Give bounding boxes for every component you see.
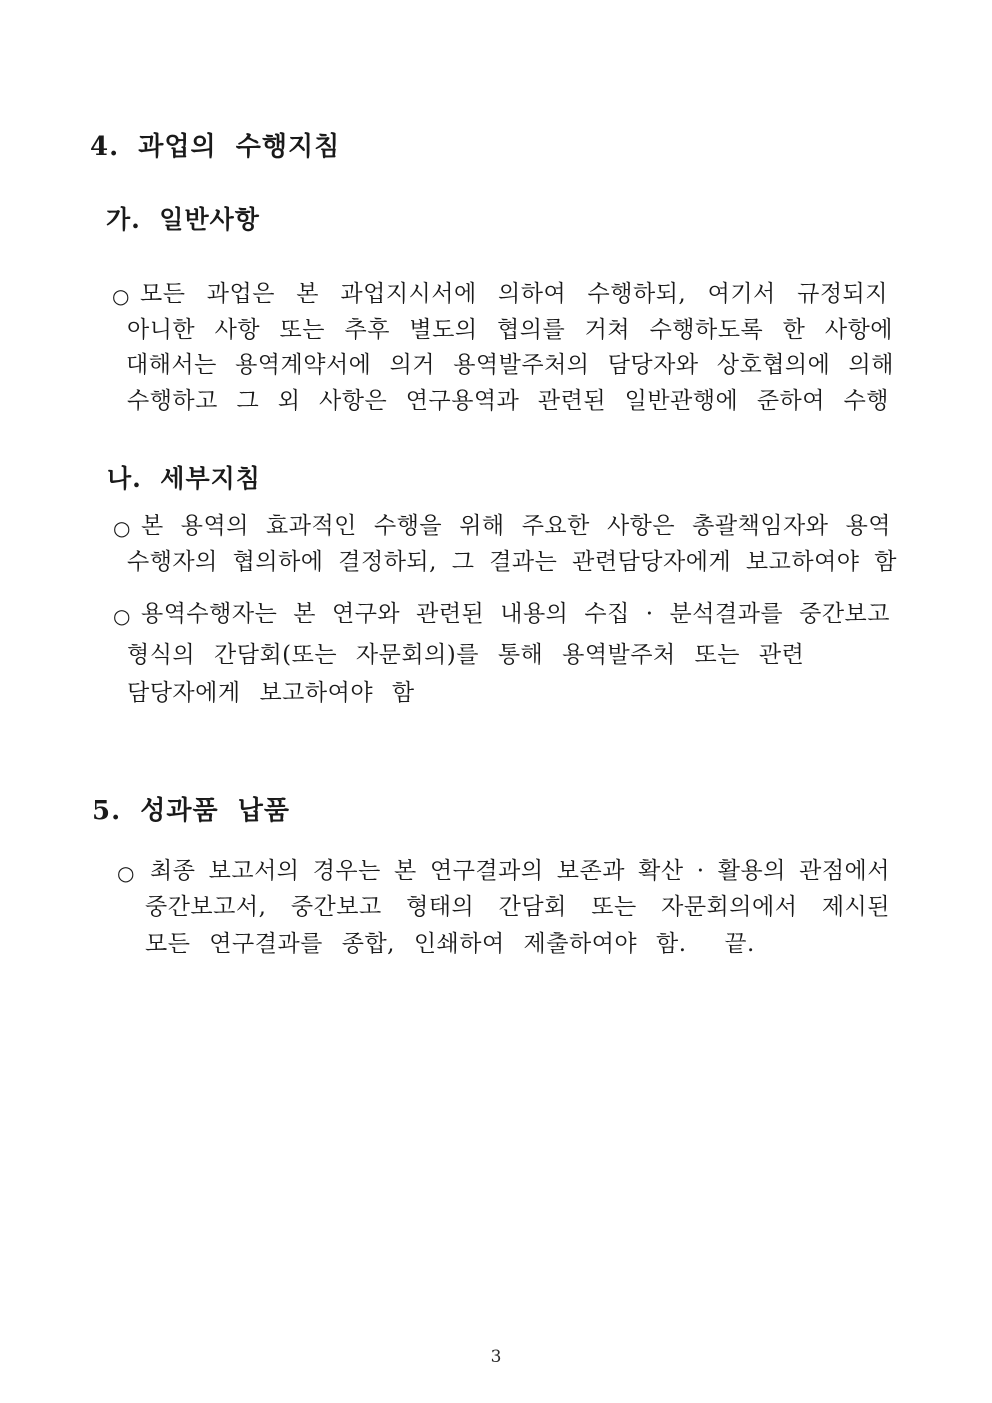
body-line: 수행자의 협의하에 결정하되, 그 결과는 관련담당자에게 보고하여야 함 xyxy=(127,549,897,575)
body-line: 중간보고서, 중간보고 형태의 간담회 또는 자문회의에서 제시된 xyxy=(145,894,890,920)
body-line: 대해서는 용역계약서에 의거 용역발주처의 담당자와 상호협의에 의해 xyxy=(126,352,894,378)
bullet-circle-icon: ○ xyxy=(113,516,131,540)
body-line: 형식의 간담회(또는 자문회의)를 통해 용역발주처 또는 관련 xyxy=(127,642,805,668)
subsection-na-heading: 나. 세부지침 xyxy=(107,464,261,493)
body-line: 모든 연구결과를 종합, 인쇄하여 제출하여야 함. 끝. xyxy=(145,931,755,957)
section-4-heading: 4. 과업의 수행지침 xyxy=(90,132,341,162)
body-line: 수행하고 그 외 사항은 연구용역과 관련된 일반관행에 준하여 수행 xyxy=(127,388,889,414)
body-line: 최종 보고서의 경우는 본 연구결과의 보존과 확산 · 활용의 관점에서 xyxy=(150,858,890,884)
subsection-ga-heading: 가. 일반사항 xyxy=(106,205,260,234)
body-line: 아니한 사항 또는 추후 별도의 협의를 거쳐 수행하도록 한 사항에 xyxy=(127,317,893,343)
body-line: 본 용역의 효과적인 수행을 위해 주요한 사항은 총괄책임자와 용역 xyxy=(141,513,891,539)
page-number: 3 xyxy=(490,1347,502,1367)
body-line: 모든 과업은 본 과업지시서에 의하여 수행하되, 여기서 규정되지 xyxy=(140,281,888,307)
bullet-circle-icon: ○ xyxy=(117,861,135,885)
section-5-heading: 5. 성과품 납품 xyxy=(92,796,291,826)
body-line: 용역수행자는 본 연구와 관련된 내용의 수집 · 분석결과를 중간보고 xyxy=(141,601,890,627)
bullet-circle-icon: ○ xyxy=(113,604,131,628)
bullet-circle-icon: ○ xyxy=(112,284,130,308)
body-line: 담당자에게 보고하여야 함 xyxy=(127,680,415,706)
